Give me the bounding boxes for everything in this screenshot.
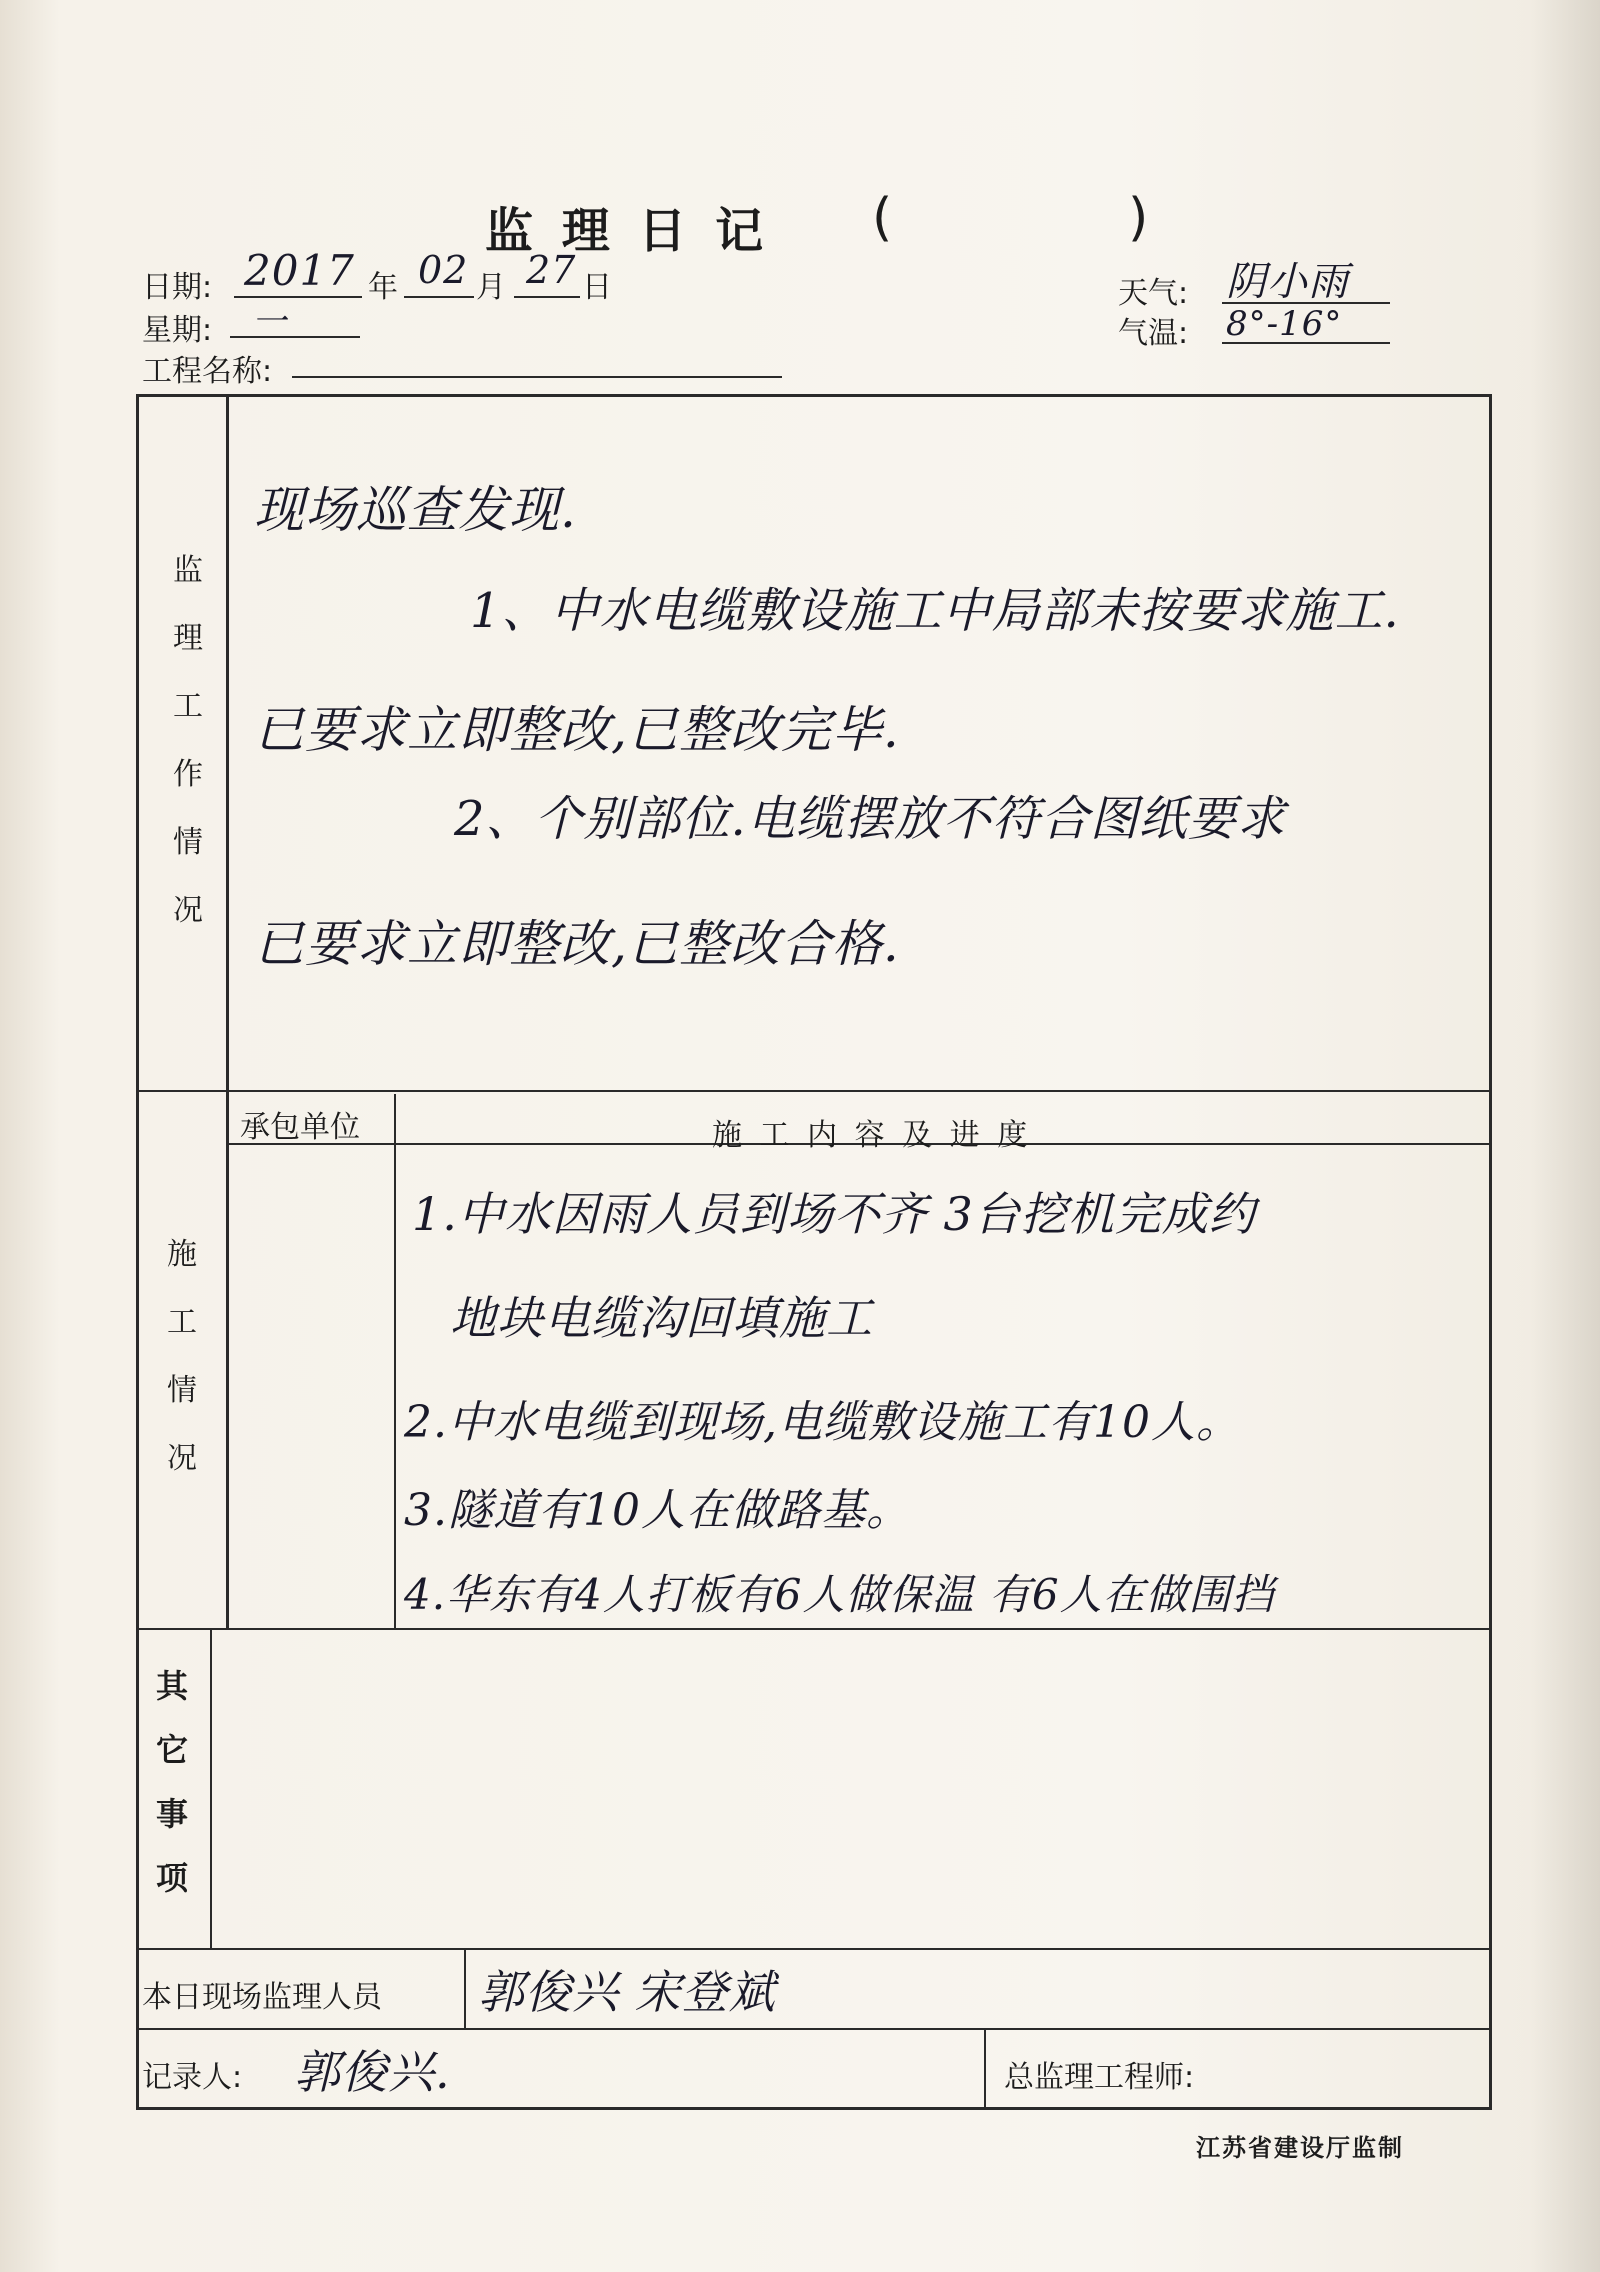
date-day-value: 27 [526, 248, 577, 292]
recorder-value: 郭俊兴. [294, 2045, 451, 2099]
supervision-line-5: 已要求立即整改,已整改合格. [254, 915, 900, 973]
supervision-line-2: 1、中水电缆敷设施工中局部未按要求施工. [470, 583, 1400, 639]
title-paren-close: ) [1128, 188, 1149, 248]
construction-line-3: 2.中水电缆到现场,电缆敷设施工有10人。 [404, 1397, 1241, 1448]
weather-value: 阴小雨 [1226, 259, 1349, 305]
title-paren-open: ( [872, 188, 893, 248]
supervision-line-1: 现场巡查发现. [254, 481, 577, 539]
other-matters-label: 其 它 事 项 [155, 1667, 188, 1897]
supervision-work-label: 监 理 工 作 情 况 [173, 553, 203, 928]
issuer-footer: 江苏省建设厅监制 [1196, 2134, 1404, 2162]
form-title: 监 理 日 记 [485, 203, 770, 259]
page-edge-shadow [1530, 0, 1600, 2272]
project-name-label: 工程名称: [142, 354, 273, 389]
temperature-label: 气温: [1118, 316, 1189, 351]
weekday-label: 星期: [142, 313, 213, 348]
content-progress-column-header: 施 工 内 容 及 进 度 [712, 1118, 1032, 1153]
recorder-label: 记录人: [142, 2060, 243, 2095]
construction-line-1: 1.中水因雨人员到场不齐 3台挖机完成约 [412, 1187, 1256, 1241]
weather-label: 天气: [1118, 276, 1189, 311]
weekday-value: 一 [252, 302, 287, 342]
construction-status-label: 施 工 情 况 [167, 1237, 197, 1476]
day-char: 日 [582, 270, 612, 305]
construction-line-4: 3.隧道有10人在做路基。 [404, 1485, 911, 1536]
construction-line-5: 4.华东有4人打板有6人做保温 有6人在做围挡 [404, 1570, 1275, 1619]
construction-line-2: 地块电缆沟回填施工 [450, 1291, 873, 1345]
date-label: 日期: [142, 270, 213, 305]
chief-engineer-label: 总监理工程师: [1004, 2060, 1195, 2095]
month-char: 月 [476, 270, 506, 305]
onsite-supervisors-label: 本日现场监理人员 [142, 1980, 382, 2015]
supervision-line-3: 已要求立即整改,已整改完毕. [254, 701, 900, 759]
contractor-column-header: 承包单位 [240, 1110, 360, 1145]
date-month-value: 02 [418, 248, 469, 292]
supervision-line-4: 2、个别部位.电缆摆放不符合图纸要求 [454, 791, 1286, 847]
onsite-supervisors-value: 郭俊兴 宋登斌 [478, 1965, 776, 2019]
year-char: 年 [368, 270, 398, 305]
date-year-value: 2017 [244, 246, 355, 295]
temperature-value: 8°-16° [1226, 304, 1343, 344]
